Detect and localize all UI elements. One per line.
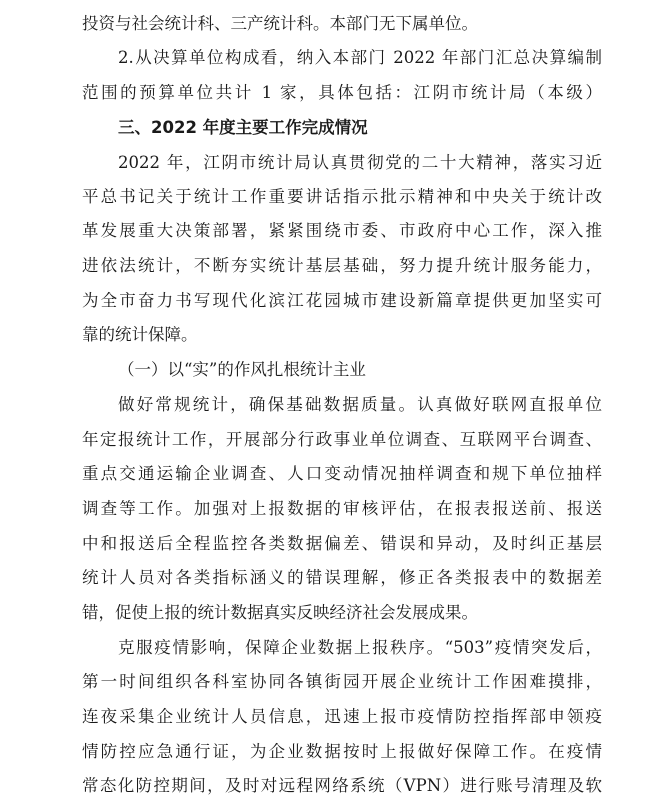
text-line: 统计人员对各类指标涵义的错误理解，修正各类报表中的数据差 bbox=[82, 568, 602, 587]
text-line: 进依法统计，不断夯实统计基层基础，努力提升统计服务能力， bbox=[82, 256, 602, 275]
text-line: 错，促使上报的统计数据真实反映经济社会发展成果。 bbox=[82, 603, 478, 622]
text-line: 调查等工作。加强对上报数据的审核评估，在报表报送前、报送 bbox=[82, 499, 602, 518]
text-line: 中和报送后全程监控各类数据偏差、错误和异动，及时纠正基层 bbox=[82, 534, 602, 553]
text-line: 为全市奋力书写现代化滨江花园城市建设新篇章提供更加坚实可 bbox=[82, 291, 602, 310]
text-line: 常态化防控期间，及时对远程网络系统（VPN）进行账号清理及软 bbox=[82, 776, 602, 795]
text-line: 2022 年，江阴市统计局认真贯彻党的二十大精神，落实习近 bbox=[118, 153, 602, 172]
text-line: 革发展重大决策部署，紧紧围绕市委、市政府中心工作，深入推 bbox=[82, 221, 602, 240]
text-line: 连夜采集企业统计人员信息，迅速上报市疫情防控指挥部申领疫 bbox=[82, 707, 602, 726]
text-line: 年定报统计工作，开展部分行政事业单位调查、互联网平台调查、 bbox=[82, 430, 602, 449]
text-line: 第一时间组织各科室协同各镇街园开展企业统计工作困难摸排， bbox=[82, 672, 602, 691]
text-line: 重点交通运输企业调查、人口变动情况抽样调查和规下单位抽样 bbox=[82, 464, 602, 483]
text-line: 范围的预算单位共计 1 家，具体包括：江阴市统计局（本级） bbox=[82, 83, 602, 102]
text-line: 克服疫情影响，保障企业数据上报秩序。“503”疫情突发后， bbox=[118, 638, 602, 657]
text-line: 投资与社会统计科、三产统计科。本部门无下属单位。 bbox=[82, 14, 478, 33]
text-line: 做好常规统计，确保基础数据质量。认真做好联网直报单位 bbox=[118, 395, 602, 414]
text-line: 2.从决算单位构成看，纳入本部门 2022 年部门汇总决算编制 bbox=[118, 48, 602, 67]
text-line: 靠的统计保障。 bbox=[82, 325, 198, 344]
section-heading: 三、2022 年度主要工作完成情况 bbox=[118, 118, 368, 137]
subsection-heading: （一）以“实”的作风扎根统计主业 bbox=[118, 360, 366, 379]
text-line: 情防控应急通行证，为企业数据按时上报做好保障工作。在疫情 bbox=[82, 742, 602, 761]
text-line: 平总书记关于统计工作重要讲话指示批示精神和中央关于统计改 bbox=[82, 187, 602, 206]
